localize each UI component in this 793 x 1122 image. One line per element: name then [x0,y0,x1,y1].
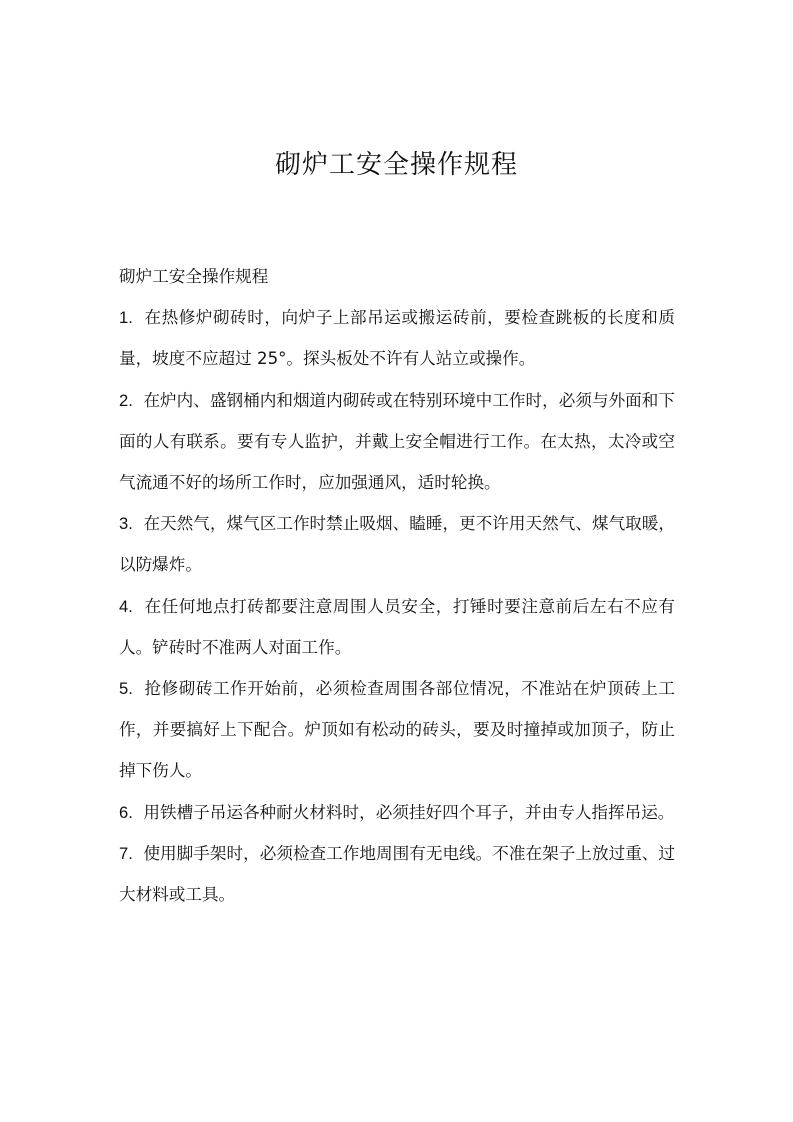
rule-number: 2. [119,390,133,410]
rule-paragraph-1 [119,297,675,379]
rule-text: 在任何地点打砖都要注意周围人员安全，打锤时要注意前后左右不应有人。铲砖时不准两人对面工作。 [119,596,675,657]
rule-text: 抢修砌砖工作开始前，必须检查周围各部位情况，不准站在炉顶砖上工作，并要搞好上下配合。炉顶如有松动的砖头，要及时撞掉或加顶子，防止掉下伤人。 [119,679,675,781]
rule-number: 5. [119,679,133,699]
rule-text: 在炉内、盛钢桶内和烟道内砌砖或在特别环境中工作时，必须与外面和下面的人有联系。要有专人监护，并戴上安全帽进行工作。在太热，太冷或空气流通不好的场所工作时，应加强通风，适时轮换。 [119,390,675,493]
document-body [119,256,675,915]
rule-paragraph-5 [119,668,675,792]
rule-number: 1. [119,308,133,328]
rule-paragraph-4 [119,586,675,668]
rule-paragraph-3 [119,503,675,585]
rule-number: 6. [119,802,133,822]
rule-number: 7. [119,843,133,863]
document-title: 砌炉工安全操作规程 [274,150,518,180]
rule-paragraph-7 [119,833,675,915]
rule-paragraph-2 [119,380,675,504]
rule-text: 用铁槽子吊运各种耐火材料时，必须挂好四个耳子，并由专人指挥吊运。 [143,802,675,822]
rule-text: 在热修炉砌砖时，向炉子上部吊运或搬运砖前，要检查跳板的长度和质量，坡度不应超过 25°。探头板处不许有人站立或操作。 [119,308,675,369]
rule-number: 3. [119,514,133,534]
rule-number: 4. [119,596,133,616]
document-subtitle: 砌炉工安全操作规程 [119,267,269,286]
rule-paragraph-6 [119,792,675,833]
rule-text: 在天然气，煤气区工作时禁止吸烟、瞌睡，更不许用天然气、煤气取暖，以防爆炸。 [119,514,675,575]
rule-text: 使用脚手架时，必须检查工作地周围有无电线。不准在架子上放过重、过大材料或工具。 [119,843,675,905]
